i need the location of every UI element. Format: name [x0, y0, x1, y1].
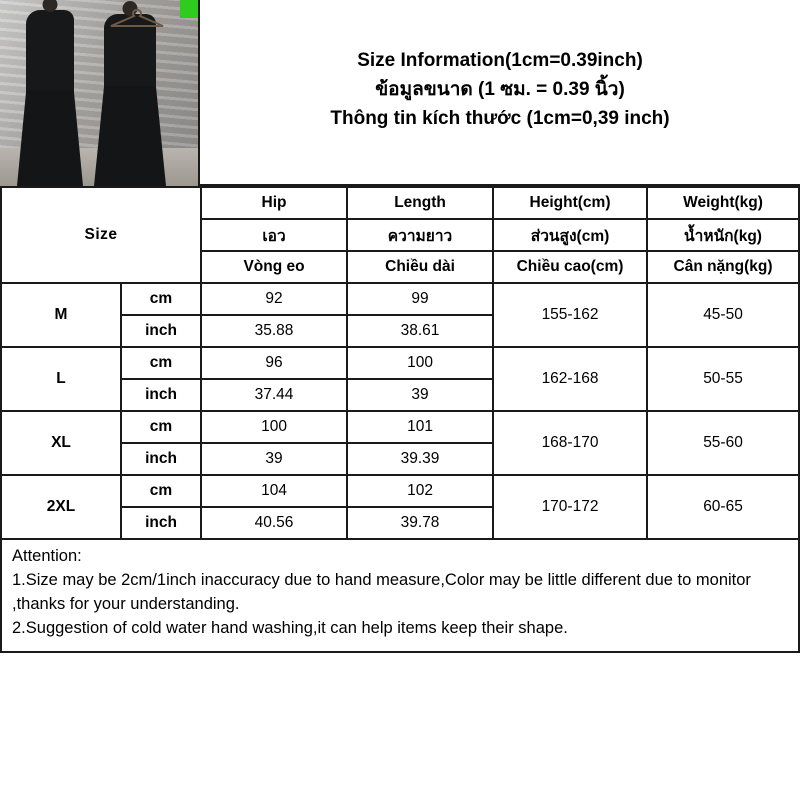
attention-line-2: 2.Suggestion of cold water hand washing,it can help items keep their shape. [12, 618, 568, 637]
cell-weight-l: 50-55 [647, 347, 799, 411]
cell-height-m: 155-162 [493, 283, 647, 347]
table-row [1, 475, 799, 507]
header-height-vi: Chiều cao(cm) [493, 251, 647, 283]
cell-hip-inch-2xl: 40.56 [201, 507, 347, 539]
attention-heading: Attention: [12, 547, 82, 565]
title-block [200, 0, 800, 184]
header-hip-en: Hip [201, 187, 347, 219]
unit-cm: cm [121, 475, 201, 507]
title-line-th: ข้อมูลขนาด (1 ซม. = 0.39 นิ้ว) [375, 78, 625, 100]
cell-length-inch-l: 39 [347, 379, 493, 411]
model-figure-right [104, 14, 156, 186]
cell-length-inch-2xl: 39.78 [347, 507, 493, 539]
header-length-vi: Chiều dài [347, 251, 493, 283]
header-weight-en: Weight(kg) [647, 187, 799, 219]
header-hip-th: เอว [201, 219, 347, 251]
cell-hip-inch-l: 37.44 [201, 379, 347, 411]
cell-length-cm-2xl: 102 [347, 475, 493, 507]
page-footer-space [0, 653, 800, 709]
header-row [0, 0, 800, 186]
attention-line-1: 1.Size may be 2cm/1inch inaccuracy due to hand measure,Color may be little different due to monitor ,thanks for your understanding. [12, 570, 751, 613]
header-size-label: Size [1, 187, 201, 283]
header-weight-th: น้ำหนัก(kg) [647, 219, 799, 251]
cell-hip-cm-2xl: 104 [201, 475, 347, 507]
table-row [1, 411, 799, 443]
cell-hip-inch-m: 35.88 [201, 315, 347, 347]
table-row [1, 283, 799, 315]
row-size-xl: XL [1, 411, 121, 475]
row-size-2xl: 2XL [1, 475, 121, 539]
cell-hip-cm-l: 96 [201, 347, 347, 379]
unit-cm: cm [121, 411, 201, 443]
header-weight-vi: Cân nặng(kg) [647, 251, 799, 283]
cell-height-2xl: 170-172 [493, 475, 647, 539]
table-row [1, 347, 799, 379]
cell-hip-cm-xl: 100 [201, 411, 347, 443]
header-length-en: Length [347, 187, 493, 219]
cell-weight-m: 45-50 [647, 283, 799, 347]
attention-block [0, 540, 800, 653]
unit-cm: cm [121, 283, 201, 315]
cell-length-cm-m: 99 [347, 283, 493, 315]
title-line-vi: Thông tin kích thước (1cm=0,39 inch) [330, 108, 670, 130]
cell-hip-cm-m: 92 [201, 283, 347, 315]
unit-inch: inch [121, 443, 201, 475]
row-size-l: L [1, 347, 121, 411]
cell-weight-xl: 55-60 [647, 411, 799, 475]
trouser-flare [104, 96, 156, 186]
title-line-en: Size Information(1cm=0.39inch) [357, 49, 643, 71]
unit-inch: inch [121, 315, 201, 347]
clothes-hanger-icon [108, 8, 166, 30]
cell-length-cm-xl: 101 [347, 411, 493, 443]
model-figure-left [26, 10, 74, 186]
unit-inch: inch [121, 507, 201, 539]
header-height-en: Height(cm) [493, 187, 647, 219]
unit-inch: inch [121, 379, 201, 411]
cell-height-l: 162-168 [493, 347, 647, 411]
header-length-th: ความยาว [347, 219, 493, 251]
cell-height-xl: 168-170 [493, 411, 647, 475]
cell-length-cm-l: 100 [347, 347, 493, 379]
cell-length-inch-xl: 39.39 [347, 443, 493, 475]
cell-weight-2xl: 60-65 [647, 475, 799, 539]
table-header-row-1 [1, 187, 799, 219]
cell-length-inch-m: 38.61 [347, 315, 493, 347]
green-badge [180, 0, 198, 18]
header-height-th: ส่วนสูง(cm) [493, 219, 647, 251]
unit-cm: cm [121, 347, 201, 379]
header-hip-vi: Vòng eo [201, 251, 347, 283]
product-photo [0, 0, 200, 186]
size-table [0, 186, 800, 540]
row-size-m: M [1, 283, 121, 347]
trouser-flare [26, 96, 74, 186]
cell-hip-inch-xl: 39 [201, 443, 347, 475]
